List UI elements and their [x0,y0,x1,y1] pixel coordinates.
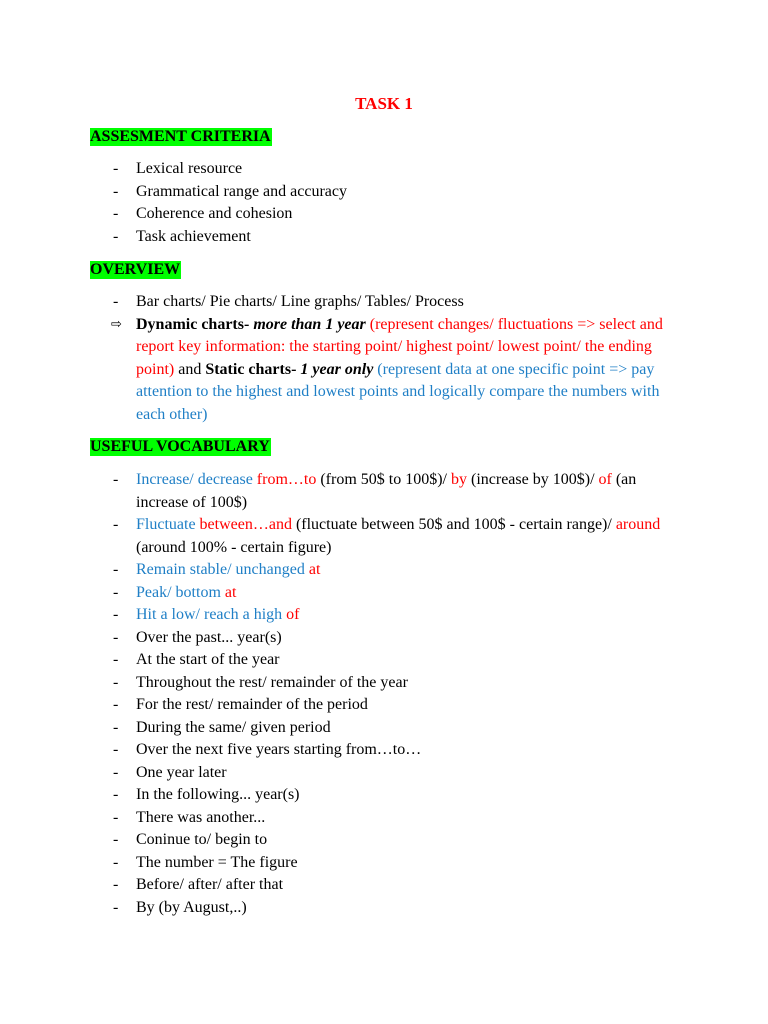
page-title [0,93,768,115]
list-item-text: The number = The figure [136,853,298,871]
list-item-text: Over the next five years starting from…to… [136,741,422,758]
list-item [0,291,681,314]
dash-bullet: - [113,786,119,803]
dash-bullet: - [113,876,119,893]
vocab-preposition: around [615,516,661,533]
vocab-heading-text: USEFUL VOCABULARY [90,438,270,455]
dash-bullet: - [113,763,119,781]
dash-bullet: - [113,741,119,758]
list-item [0,226,681,249]
vocab-preposition: at [224,583,237,601]
vocab-preposition: of [598,471,612,488]
vocab-term: Increase/ decrease [136,471,257,488]
list-item-text: Coninue to/ begin to [136,831,268,848]
vocab-example: (an increase of 100$) [136,471,637,511]
list-item-text: At the start of the year [136,651,280,668]
vocab-preposition: between…and [199,516,292,533]
dash-bullet: - [113,808,119,826]
vocab-term: Fluctuate [136,516,200,533]
list-item [0,807,681,830]
list-item [0,604,681,627]
list-item-text: By (by August,..) [136,898,247,916]
dash-bullet: - [113,205,119,222]
dash-bullet: - [113,293,119,310]
overview-heading-text: OVERVIEW [90,261,181,278]
dash-bullet: - [113,561,119,578]
list-item [0,717,681,740]
list-item-text: Throughout the rest/ remainder of the year [136,673,408,691]
list-item-text: Task achievement [136,227,251,245]
vocab-list [0,469,768,919]
dash-bullet: - [113,628,119,646]
criteria-heading-text: ASSESMENT CRITERIA [90,128,271,145]
vocab-term: Hit a low/ reach a high [136,606,287,623]
dash-bullet: - [113,673,119,691]
list-item [0,158,681,181]
dash-bullet: - [113,696,119,713]
list-item-text: Coherence and cohesion [136,205,293,222]
vocab-preposition: by [451,471,467,488]
dash-bullet: - [113,471,119,488]
list-item [0,694,681,717]
list-item [0,314,681,427]
list-item-text: For the rest/ remainder of the period [136,696,368,713]
list-item [0,874,681,897]
list-item [0,784,681,807]
dash-bullet: - [113,227,119,245]
dash-bullet: - [113,651,119,668]
list-item [0,469,681,514]
vocab-example: (around 100% - certain figure) [136,538,332,556]
list-item-text: Lexical resource [136,160,243,177]
dynamic-emphasis: more than 1 year [253,315,366,333]
title-text: TASK 1 [355,94,413,113]
vocab-heading [90,437,271,456]
static-emphasis: 1 year only [300,360,374,378]
vocab-preposition: at [308,561,321,578]
criteria-heading [90,127,272,146]
dash-bullet: - [113,606,119,623]
vocab-term: Peak/ bottom [136,583,225,601]
list-item [0,582,681,605]
vocab-example: (from 50$ to 100$)/ [316,471,451,488]
overview-list [0,291,768,426]
dynamic-description: (represent changes/ fluctuations => select and report key information: the starting point/ highest point/ lowest point/ the ending point) [136,315,663,378]
list-item-text: Grammatical range and accuracy [136,182,347,200]
list-item [0,852,681,875]
static-description: (represent data at one specific point => pay attention to the highest and lowest points and logically compare the numbers with each other) [136,360,660,423]
vocab-preposition: of [286,606,300,623]
arrow-bullet-icon: ⇨ [111,316,122,332]
list-item [0,897,681,920]
list-item [0,762,681,785]
dash-bullet: - [113,182,119,200]
dash-bullet: - [113,853,119,871]
list-item-text: Before/ after/ after that [136,876,284,893]
dash-bullet: - [113,583,119,601]
list-item [0,627,681,650]
dynamic-label: Dynamic charts- [136,315,254,333]
list-item [0,559,681,582]
static-label: Static charts- [205,360,301,378]
dash-bullet: - [113,831,119,848]
list-item-text: There was another... [136,808,266,826]
vocab-preposition: from…to [256,471,317,488]
and-text: and [174,360,206,378]
list-item-text: One year later [136,763,227,781]
vocab-term: Remain stable/ unchanged [136,561,309,578]
list-item [0,203,681,226]
list-item [0,181,681,204]
criteria-list [0,158,768,248]
dash-bullet: - [113,898,119,916]
list-item [0,672,681,695]
list-item-text: In the following... year(s) [136,786,300,803]
dash-bullet: - [113,718,119,736]
list-item [0,514,681,559]
list-item-text: Bar charts/ Pie charts/ Line graphs/ Tables/ Process [136,293,464,310]
overview-heading [90,260,181,279]
dash-bullet: - [113,516,119,533]
list-item [0,739,681,762]
dash-bullet: - [113,160,119,177]
list-item-text: During the same/ given period [136,718,331,736]
list-item [0,829,681,852]
vocab-example: (fluctuate between 50$ and 100$ - certain range)/ [291,516,616,533]
vocab-example: (increase by 100$)/ [467,471,599,488]
list-item-text: Over the past... year(s) [136,628,282,646]
list-item [0,649,681,672]
